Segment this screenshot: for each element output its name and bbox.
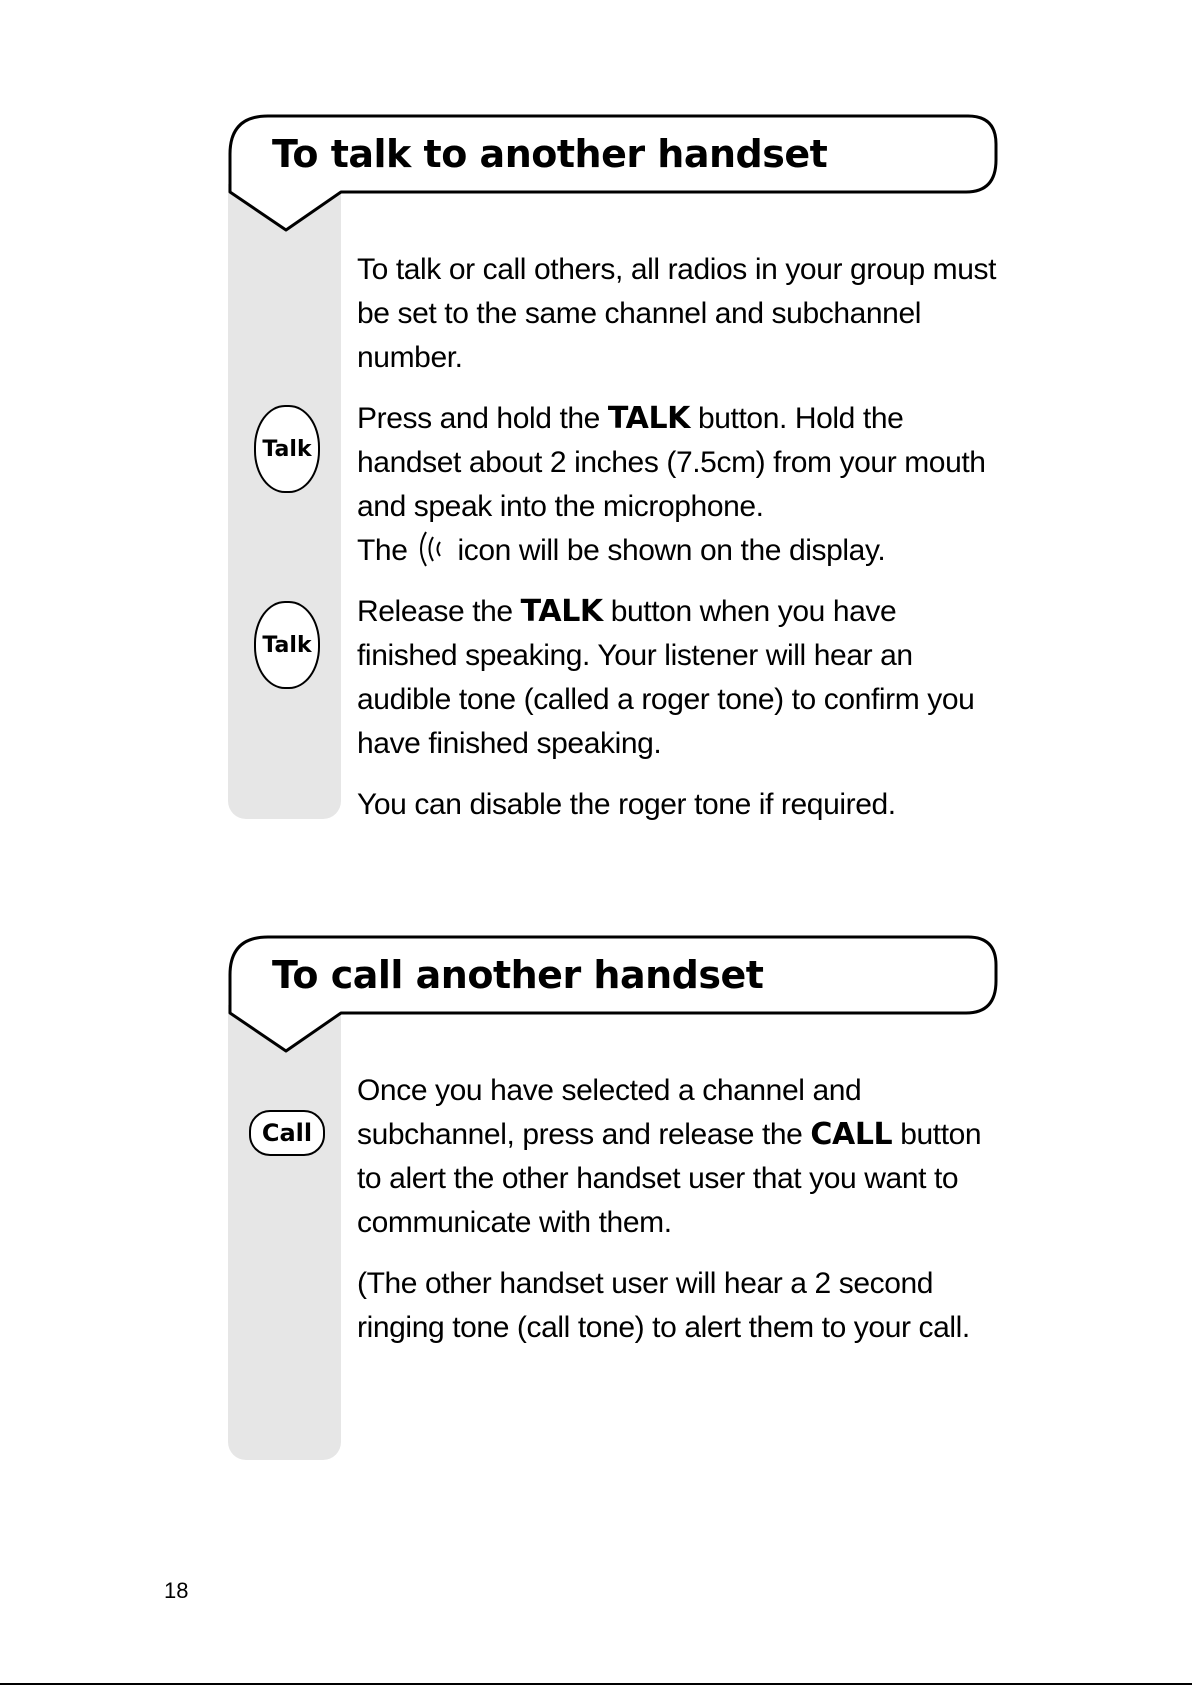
text-run: button when you have finished speaking. Your listener will hear an audible tone (called a roger tone) to confirm you have finished speaking.	[357, 595, 975, 760]
section-heading: To call another handset	[272, 953, 764, 997]
talk-button-icon	[254, 405, 320, 493]
section-call	[228, 935, 998, 1395]
section-body	[357, 248, 997, 844]
text-run: button to alert the other handset user that you want to communicate with them.	[357, 1118, 982, 1239]
talk-button-label: Talk	[262, 436, 312, 462]
text-run: Release the	[357, 595, 521, 628]
bold-term: TALK	[520, 594, 603, 629]
text-run: Once you have selected a channel and subchannel, press and release the	[357, 1074, 862, 1151]
paragraph	[357, 1069, 997, 1245]
radio-waves-icon	[416, 530, 452, 568]
text-run: icon will be shown on the display.	[457, 534, 886, 567]
sidebar-band	[228, 184, 341, 819]
paragraph: To talk or call others, all radios in your group must be set to the same channel and subchannel number.	[357, 253, 997, 374]
text-run: The	[357, 534, 408, 567]
paragraph	[357, 590, 997, 766]
paragraph: (The other handset user will hear a 2 second ringing tone (call tone) to alert them to your call.	[357, 1267, 970, 1344]
call-button-label: Call	[261, 1119, 313, 1147]
sidebar-band	[228, 1005, 341, 1460]
talk-button-icon	[254, 601, 320, 689]
bold-term: CALL	[810, 1117, 893, 1152]
talk-button-label: Talk	[262, 632, 312, 658]
section-talk	[228, 114, 998, 834]
paragraph: You can disable the roger tone if required.	[357, 788, 896, 821]
paragraph	[357, 397, 997, 573]
section-body	[357, 1069, 997, 1367]
text-run: button. Hold the handset about 2 inches (7.5cm) from your mouth and speak into the microphone.	[357, 402, 986, 523]
page-number: 18	[164, 1578, 189, 1603]
call-button-icon	[249, 1110, 325, 1156]
text-run: Press and hold the	[357, 402, 608, 435]
bold-term: TALK	[607, 401, 691, 436]
section-heading: To talk to another handset	[272, 132, 828, 176]
